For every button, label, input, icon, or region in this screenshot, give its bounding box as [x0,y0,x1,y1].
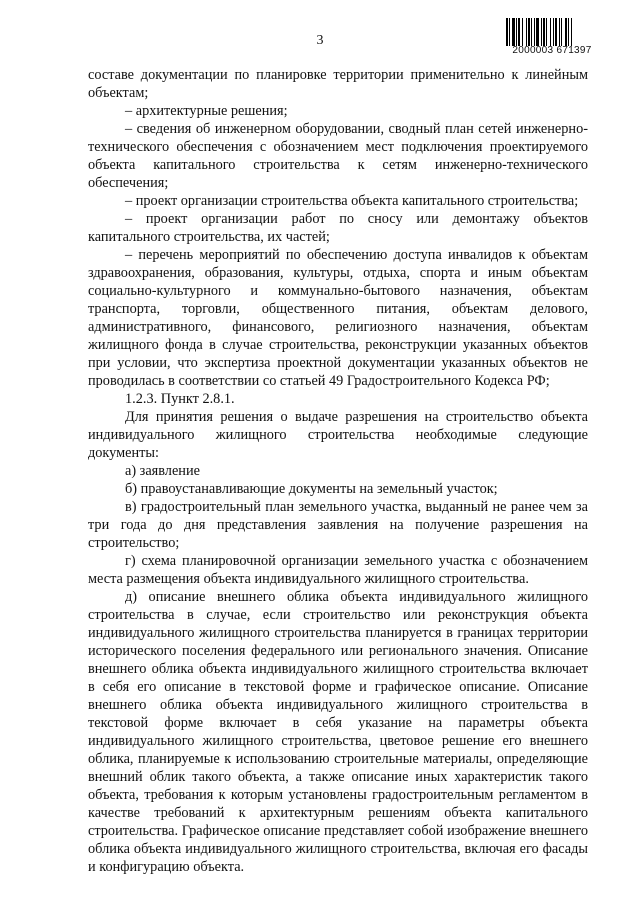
paragraph: составе документации по планировке территории применительно к линейным объектам; [88,67,588,101]
barcode-bar [541,18,542,46]
paragraph: а) заявление [125,463,200,479]
barcode-number: 2000003 671397 [512,45,592,56]
barcode-bar [528,18,530,46]
paragraph: Для принятия решения о выдаче разрешения на строительство объекта индивидуального жилищного строительства необходимые следующие документы: [88,409,588,461]
paragraph: в) градостроительный план земельного участка, выданный не ранее чем за три года до дня представления заявления на получение разрешения на строительство; [88,499,588,551]
barcode-bar [534,18,535,46]
barcode-bar [559,18,560,46]
paragraph: 1.2.3. Пункт 2.8.1. [125,391,235,407]
barcode-bars [504,18,600,46]
paragraph: б) правоустанавливающие документы на земельный участок; [125,481,498,497]
barcode-bar [516,18,517,46]
paragraph: д) описание внешнего облика объекта индивидуального жилищного строительства в случае, если строительство или реконструкция объекта индивидуального жилищного строительства планируется в границах территории исторического поселения федерального или регионального значения. Описание внешнего облика объекта индивидуального жилищного строительства включает в себя его описание в текстовой форме и графическое описание. Описание внешнего облика объекта индивидуального жилищного строительства в текстовой форме включает в себя указание на параметры объекта индивидуального жилищного строительства, цветовое решение его внешнего облика, планируемые к использованию строительные материалы, определяющие внешний облик такого объекта, а также описание иных характеристик такого объекта, требования к которым установлены градостроительным регламентом в качестве требований к архитектурным решениям объекта капитального строительства. Графическое описание представляет собой изображение внешнего облика объекта индивидуального жилищного строительства, включая его фасады и конфигурацию объекта. [88,589,588,875]
barcode-bar [553,18,554,46]
paragraph: – проект организации работ по сносу или демонтажу объектов капитального строительства, их частей; [88,211,588,245]
barcode-bar [571,18,572,46]
paragraph: – проект организации строительства объекта капитального строительства; [125,193,579,209]
barcode-bar [546,18,547,46]
page-number: 3 [316,33,324,48]
barcode-bar [518,18,520,46]
barcode-bar [555,18,557,46]
barcode-bar [522,18,523,46]
barcode-bar [561,18,562,46]
paragraph: г) схема планировочной организации земельного участка с обозначением места размещения объекта индивидуального жилищного строительства. [88,553,588,587]
barcode [504,18,600,56]
barcode-bar [506,18,508,46]
barcode-bar [568,18,569,46]
paragraph: – архитектурные решения; [125,103,288,119]
barcode-bar [531,18,532,46]
paragraph: – сведения об инженерном оборудовании, сводный план сетей инженерно-технического обеспечения с обозначением мест подключения проектируемого объекта капитального строительства к сетям инженерно-технического обеспечения; [88,121,588,191]
barcode-bar [543,18,545,46]
barcode-bar [509,18,510,46]
document-body [88,66,588,876]
paragraph: – перечень мероприятий по обеспечению доступа инвалидов к объектам здравоохранения, образования, культуры, отдыха, спорта и иным объектам социально-культурного и коммунально-бытового назначения, объектам транспорта, торговли, общественного питания, объектам делового, административного, финансового, религиозного назначения, объектам жилищного фонда в случае строительства, реконструкции указанных объектов при условии, что экспертиза проектной документации указанных объектов не проводилась в соответствии со статьей 49 Градостроительного Кодекса РФ; [88,247,588,389]
barcode-bar [526,18,527,46]
barcode-bar [512,18,515,46]
barcode-bar [565,18,567,46]
barcode-bar [536,18,539,46]
barcode-bar [550,18,551,46]
